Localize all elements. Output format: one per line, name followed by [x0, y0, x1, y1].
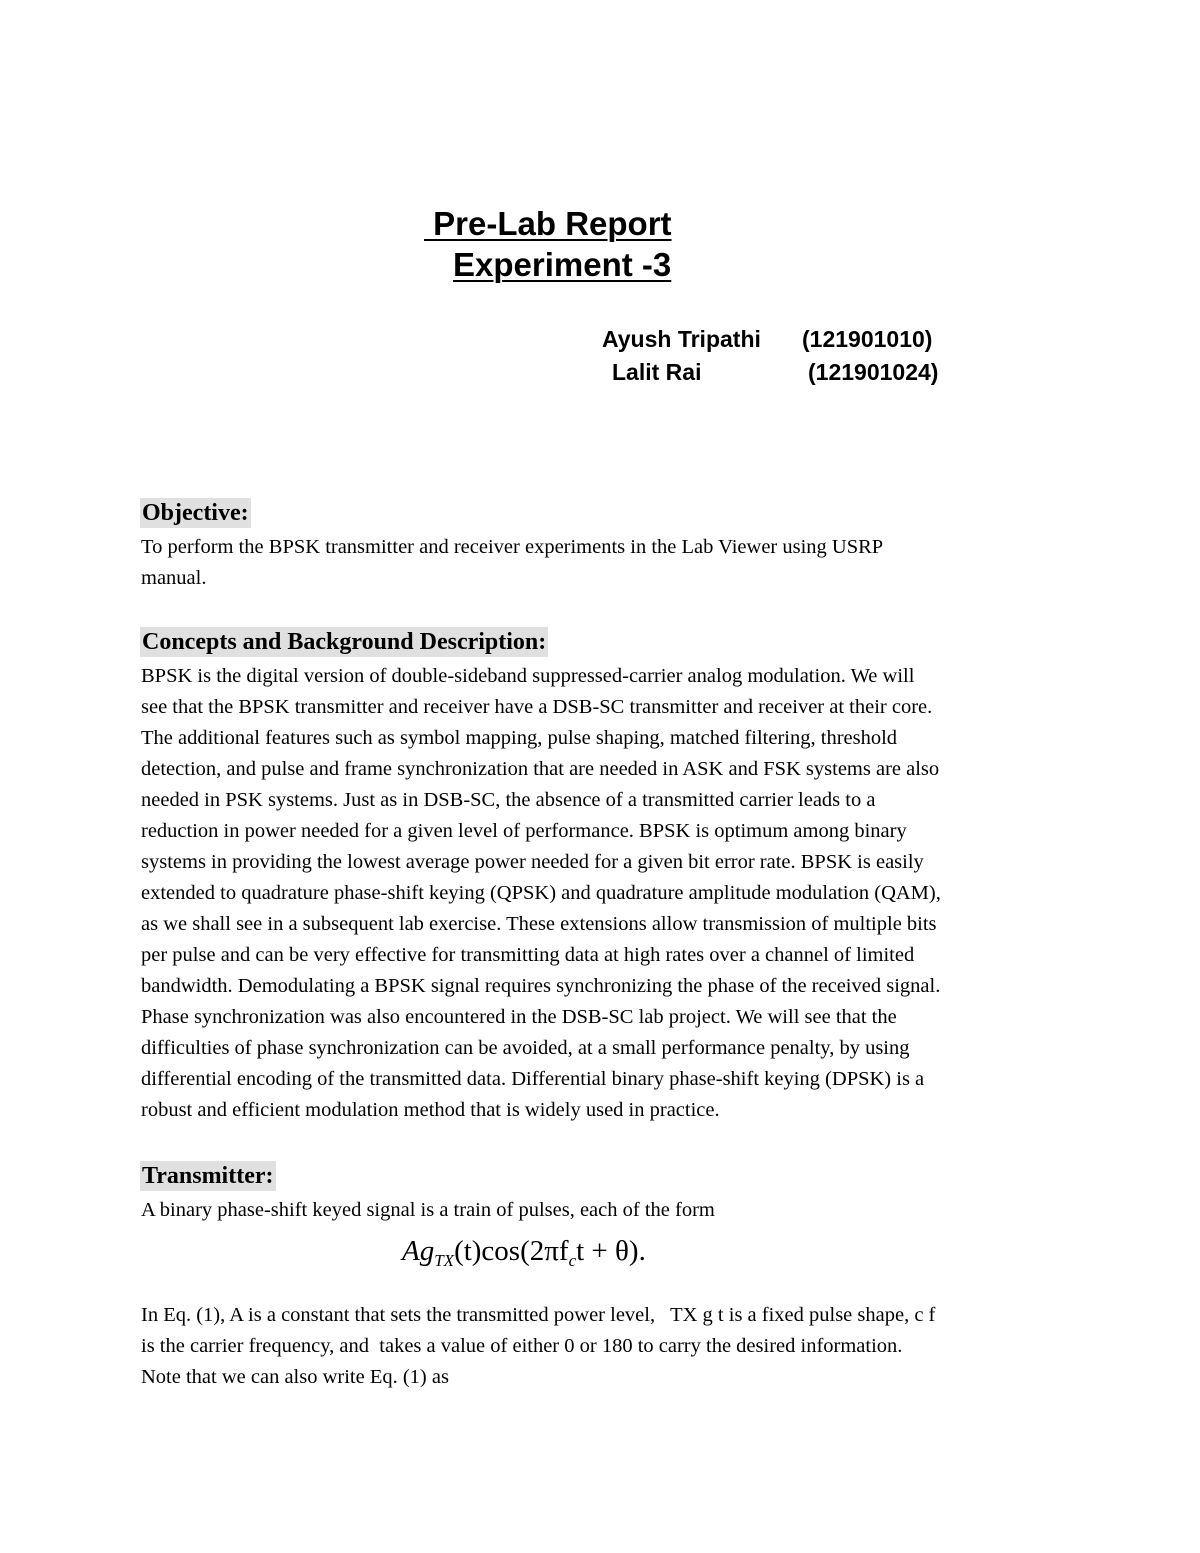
paragraph-line: difficulties of phase synchronization can be avoided, at a small performance penalty, by using	[141, 1037, 910, 1059]
paragraph-line: To perform the BPSK transmitter and receiver experiments in the Lab Viewer using USRP	[141, 536, 884, 558]
paragraph-line: see that the BPSK transmitter and receiver have a DSB-SC transmitter and receiver at their core.	[141, 696, 933, 718]
paragraph-line: differential encoding of the transmitted data. Differential binary phase-shift keying (DPSK) is a	[141, 1068, 925, 1090]
paragraph-line: Note that we can also write Eq. (1) as	[141, 1366, 449, 1388]
paragraph-line: per pulse and can be very effective for transmitting data at high rates over a channel of limited	[141, 944, 915, 966]
author-name: Ayush Tripathi	[602, 326, 761, 352]
paragraph-line: A binary phase-shift keyed signal is a train of pulses, each of the form	[141, 1199, 715, 1221]
paragraph-line: Phase synchronization was also encountered in the DSB-SC lab project. We will see that the	[141, 1006, 897, 1028]
report-title: Pre-Lab Report	[424, 205, 672, 242]
equation-explanation	[141, 1300, 1071, 1393]
paragraph-line: robust and efficient modulation method that is widely used in practice.	[141, 1099, 720, 1121]
author-id: (121901024)	[808, 359, 939, 385]
equation-subscript-c: c	[568, 1251, 577, 1270]
equation-tail: t + θ).	[576, 1235, 646, 1267]
bpsk-equation	[402, 1235, 646, 1271]
paragraph-line: The additional features such as symbol mapping, pulse shaping, matched filtering, threshold	[141, 727, 898, 749]
paragraph-line: is the carrier frequency, and takes a value of either 0 or 180 to carry the desired information.	[141, 1335, 903, 1357]
author-id: (121901010)	[802, 326, 933, 352]
concepts-paragraph	[141, 661, 1071, 1126]
equation-amplitude: Ag	[402, 1235, 435, 1267]
author-name: Lalit Rai	[612, 359, 702, 385]
paragraph-line: reduction in power needed for a given level of performance. BPSK is optimum among binary	[141, 820, 907, 842]
paragraph-line: systems in providing the lowest average power needed for a given bit error rate. BPSK is easily	[141, 851, 924, 873]
experiment-title: Experiment -3	[453, 246, 672, 283]
equation-body: (t)cos(2πf	[454, 1235, 569, 1267]
paragraph-line: bandwidth. Demodulating a BPSK signal requires synchronizing the phase of the received signal.	[141, 975, 941, 997]
transmitter-heading: Transmitter:	[142, 1163, 274, 1189]
concepts-heading: Concepts and Background Description:	[142, 629, 547, 655]
objective-heading: Objective:	[142, 500, 249, 526]
paragraph-line: manual.	[141, 567, 207, 589]
objective-paragraph	[141, 532, 1071, 594]
paragraph-line: as we shall see in a subsequent lab exercise. These extensions allow transmission of multiple bits	[141, 913, 937, 935]
paragraph-line: BPSK is the digital version of double-sideband suppressed-carrier analog modulation. We will	[141, 665, 915, 687]
paragraph-line: extended to quadrature phase-shift keying (QPSK) and quadrature amplitude modulation (QAM),	[141, 882, 941, 904]
equation-subscript-tx: TX	[434, 1251, 455, 1270]
paragraph-line: In Eq. (1), A is a constant that sets the transmitted power level, TX g t is a fixed pulse shape, c f	[141, 1304, 936, 1326]
transmitter-intro	[141, 1195, 1071, 1226]
paragraph-line: detection, and pulse and frame synchronization that are needed in ASK and FSK systems are also	[141, 758, 940, 780]
paragraph-line: needed in PSK systems. Just as in DSB-SC, the absence of a transmitted carrier leads to a	[141, 789, 876, 811]
